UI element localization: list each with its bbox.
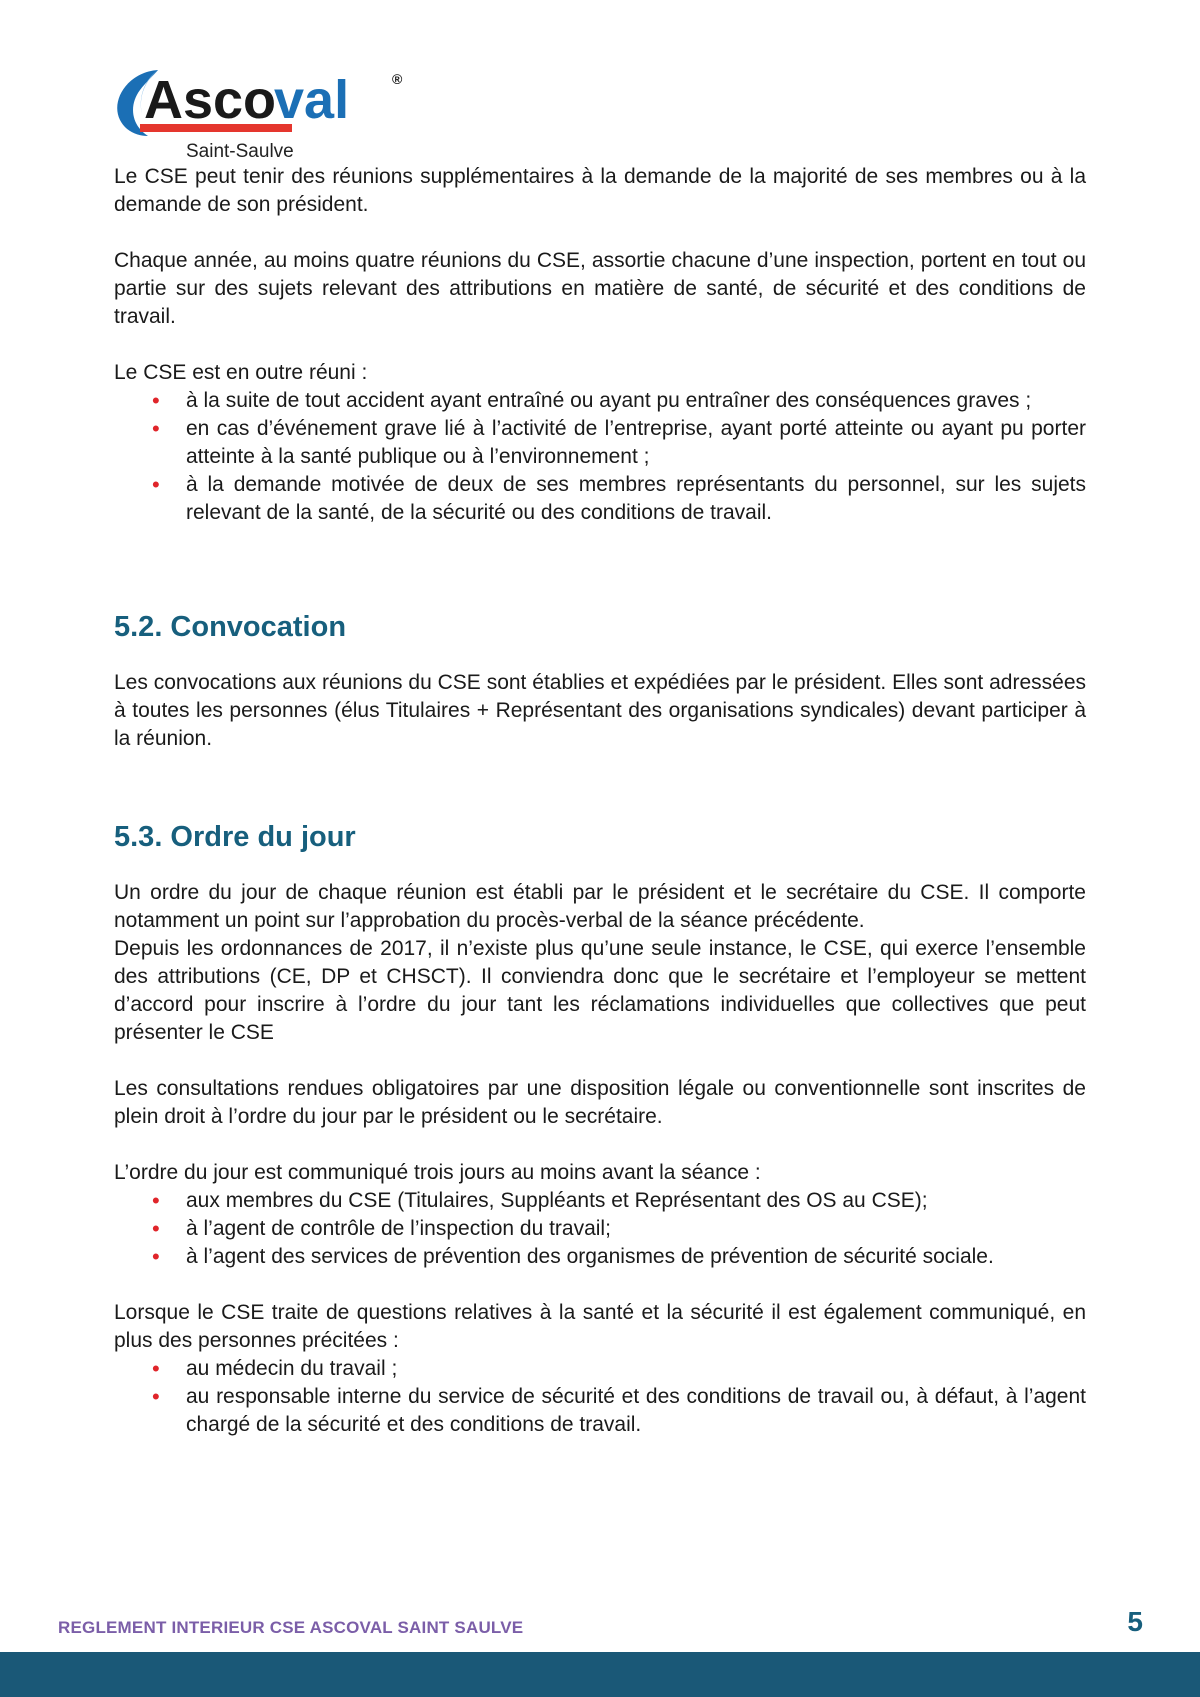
list-item-text: à la suite de tout accident ayant entraîné ou ayant pu entraîner des conséquences graves ; [186,389,1032,412]
list-item [114,1355,1086,1383]
logo-wordmark-val: val [274,70,350,130]
intro-paragraph-3: Le CSE est en outre réuni : [114,361,368,384]
bullet-icon: • [152,1244,160,1269]
list-item [114,1243,1086,1271]
ordre-bullet-list-2 [114,1355,1086,1439]
ordre-paragraph-5: Lorsque le CSE traite de questions relatives à la santé et la sécurité il est également communiqué, en plus des personnes précitées : [114,1301,1086,1352]
list-item-text: au médecin du travail ; [186,1357,398,1380]
list-item-text: à la demande motivée de deux de ses membres représentants du personnel, sur les sujets relevant de la santé, de la sécurité ou des conditions de travail. [186,473,1086,524]
bullet-icon: • [152,1356,160,1381]
logo-wordmark-asco: Asco [144,70,277,130]
intro-bullet-list [114,387,1086,527]
list-item [114,1215,1086,1243]
list-item-text: au responsable interne du service de sécurité et des conditions de travail ou, à défaut, à l’agent chargé de la sécurité et des conditions de travail. [186,1385,1086,1436]
footer-bar [0,1652,1200,1697]
ordre-paragraph-3: Les consultations rendues obligatoires par une disposition légale ou conventionnelle sont inscrites de plein droit à l’ordre du jour par le président ou le secrétaire. [114,1077,1086,1128]
ascoval-logo-mark [114,66,414,146]
bullet-icon: • [152,388,160,413]
convocation-paragraph: Les convocations aux réunions du CSE sont établies et expédiées par le président. Elles sont adressées à toutes les personnes (élus Titulaires + Représentant des organisations syndicales) devant participer à la réunion. [114,671,1086,750]
footer-document-title: REGLEMENT INTERIEUR CSE ASCOVAL SAINT SAULVE [58,1618,524,1637]
logo-registered-mark: ® [392,71,403,87]
bullet-icon: • [152,1384,160,1409]
list-item [114,471,1086,527]
ordre-paragraph-4: L’ordre du jour est communiqué trois jours au moins avant la séance : [114,1161,761,1184]
section-heading-ordre-du-jour: 5.3. Ordre du jour [114,821,356,853]
list-item [114,415,1086,471]
list-item-text: à l’agent des services de prévention des organismes de prévention de sécurité sociale. [186,1245,994,1268]
ordre-bullet-list-1 [114,1187,1086,1271]
list-item-text: en cas d’événement grave lié à l’activité de l’entreprise, ayant porté atteinte ou ayant pu porter atteinte à la santé publique ou à l’environnement ; [186,417,1086,468]
list-item [114,1187,1086,1215]
document-body [114,163,1086,1439]
bullet-icon: • [152,1216,160,1241]
ordre-paragraph-2: Depuis les ordonnances de 2017, il n’existe plus qu’une seule instance, le CSE, qui exerce l’ensemble des attributions (CE, DP et CHSCT). Il conviendra donc que le secrétaire et l’employeur se mettent d’accord pour inscrire à l’ordre du jour tant les réclamations individuelles que collectives que peut présenter le CSE [114,937,1086,1044]
ordre-paragraph-1: Un ordre du jour de chaque réunion est établi par le président et le secrétaire du CSE. Il comporte notamment un point sur l’approbation du procès-verbal de la séance précédente. [114,881,1086,932]
page-number: 5 [1127,1606,1143,1637]
list-item [114,1383,1086,1439]
ascoval-logo [114,66,414,162]
section-heading-convocation: 5.2. Convocation [114,611,347,643]
logo-location: Saint-Saulve [186,141,294,162]
bullet-icon: • [152,472,160,497]
intro-paragraph-2: Chaque année, au moins quatre réunions du CSE, assortie chacune d’une inspection, portent en tout ou partie sur des sujets relevant des attributions en matière de santé, de sécurité et des conditions de travail. [114,249,1086,328]
bullet-icon: • [152,1188,160,1213]
list-item-text: aux membres du CSE (Titulaires, Suppléants et Représentant des OS au CSE); [186,1189,928,1212]
list-item-text: à l’agent de contrôle de l’inspection du travail; [186,1217,611,1240]
list-item [114,387,1086,415]
intro-paragraph-1: Le CSE peut tenir des réunions supplémentaires à la demande de la majorité de ses membres ou à la demande de son président. [114,165,1086,216]
bullet-icon: • [152,416,160,441]
